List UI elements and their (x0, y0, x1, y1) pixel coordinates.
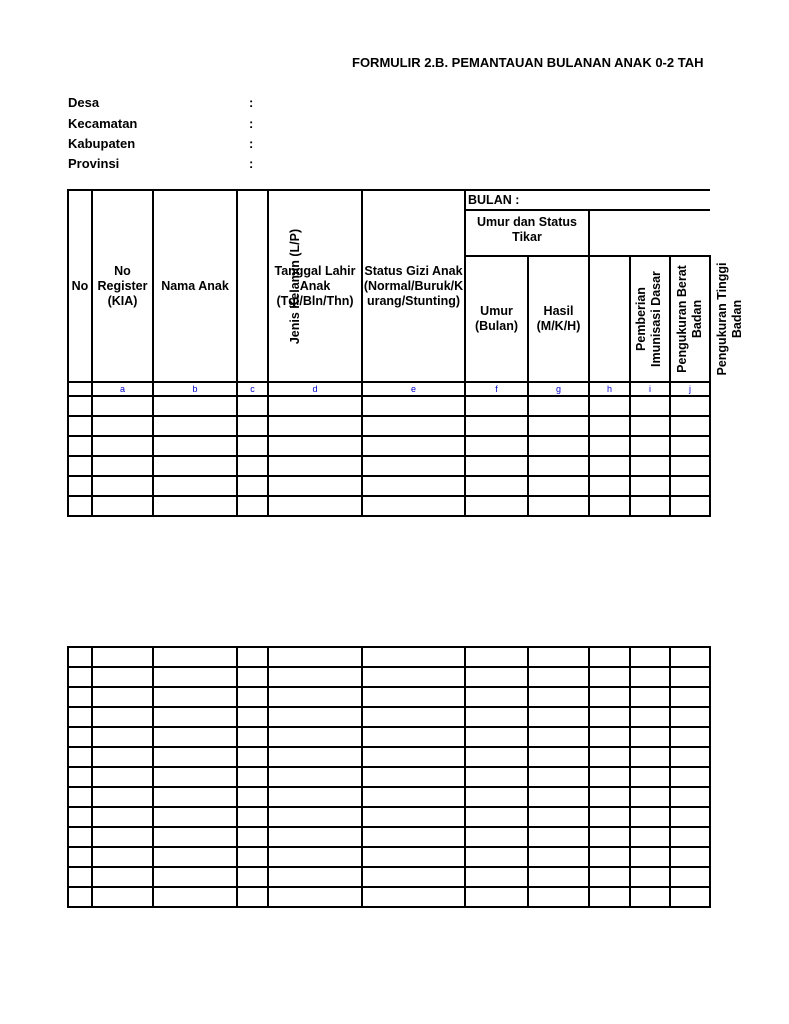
table-cell[interactable] (630, 887, 670, 907)
table-cell[interactable] (153, 747, 237, 767)
table-cell[interactable] (362, 496, 465, 516)
table-cell[interactable] (362, 667, 465, 687)
table-cell[interactable] (237, 767, 268, 787)
table-cell[interactable] (92, 827, 153, 847)
table-cell[interactable] (670, 396, 710, 416)
table-cell[interactable] (670, 847, 710, 867)
monitoring-table-continued (67, 646, 711, 908)
table-cell[interactable] (153, 887, 237, 907)
table-cell[interactable] (630, 647, 670, 667)
info-label: Provinsi (68, 156, 120, 171)
info-label: Desa (68, 95, 100, 110)
header-pengukuran-tinggi (670, 256, 744, 382)
table-cell[interactable] (92, 727, 153, 747)
info-label: Kabupaten (68, 136, 136, 151)
table-cell[interactable] (268, 847, 362, 867)
table-cell[interactable] (465, 887, 528, 907)
table-cell[interactable] (589, 456, 630, 476)
table-cell[interactable] (630, 867, 670, 887)
table-cell[interactable] (92, 456, 153, 476)
table-cell[interactable] (268, 436, 362, 456)
table-cell[interactable] (528, 827, 589, 847)
table-cell[interactable] (68, 887, 92, 907)
table-cell[interactable] (528, 867, 589, 887)
table-cell[interactable] (589, 807, 630, 827)
table-cell[interactable] (268, 667, 362, 687)
table-cell[interactable] (237, 827, 268, 847)
table-cell[interactable] (68, 807, 92, 827)
table-cell[interactable] (630, 807, 670, 827)
column-letter (68, 382, 92, 396)
table-cell[interactable] (92, 847, 153, 867)
table-cell[interactable] (153, 867, 237, 887)
table-cell[interactable] (68, 827, 92, 847)
table-cell[interactable] (153, 707, 237, 727)
table-cell[interactable] (68, 667, 92, 687)
table-cell[interactable] (630, 416, 670, 436)
table-cell[interactable] (670, 476, 710, 496)
column-letter: f (465, 382, 528, 396)
table-cell[interactable] (670, 787, 710, 807)
table-cell[interactable] (92, 436, 153, 456)
table-row (68, 827, 710, 847)
table-cell[interactable] (670, 667, 710, 687)
table-cell[interactable] (589, 436, 630, 456)
table-cell[interactable] (153, 456, 237, 476)
table-row (68, 456, 710, 476)
table-cell[interactable] (630, 396, 670, 416)
table-cell[interactable] (589, 867, 630, 887)
table-cell[interactable] (465, 867, 528, 887)
table-cell[interactable] (465, 476, 528, 496)
table-cell[interactable] (268, 787, 362, 807)
table-row (68, 476, 710, 496)
table-cell[interactable] (153, 647, 237, 667)
column-letter: b (153, 382, 237, 396)
table-cell[interactable] (92, 496, 153, 516)
header-jenis-kelamin (237, 190, 303, 382)
table-cell[interactable] (630, 827, 670, 847)
table-cell[interactable] (362, 456, 465, 476)
table-cell[interactable] (528, 476, 589, 496)
table-cell[interactable] (465, 416, 528, 436)
table-cell[interactable] (670, 436, 710, 456)
table-cell[interactable] (362, 767, 465, 787)
table-cell[interactable] (68, 727, 92, 747)
table-row (68, 707, 710, 727)
table-cell[interactable] (362, 787, 465, 807)
header-nama-anak: Nama Anak (153, 190, 237, 382)
table-cell[interactable] (153, 767, 237, 787)
table-cell[interactable] (465, 496, 528, 516)
table-cell[interactable] (465, 436, 528, 456)
table-cell[interactable] (268, 767, 362, 787)
table-cell[interactable] (465, 667, 528, 687)
table-cell[interactable] (362, 807, 465, 827)
table-cell[interactable] (92, 767, 153, 787)
info-kabupaten (68, 136, 253, 151)
table-cell[interactable] (465, 807, 528, 827)
header-pengukuran-berat (630, 256, 704, 382)
header-pengukuran-berat-text: Pengukuran Berat Badan (675, 265, 704, 373)
table-cell[interactable] (465, 847, 528, 867)
table-cell[interactable] (528, 727, 589, 747)
table-row (68, 647, 710, 667)
table-cell[interactable] (92, 476, 153, 496)
header-status-gizi: Status Gizi Anak (Normal/Buruk/Kurang/Stunting) (362, 190, 465, 382)
table-cell[interactable] (237, 496, 268, 516)
table-cell[interactable] (362, 827, 465, 847)
table-cell[interactable] (362, 396, 465, 416)
table-cell[interactable] (237, 687, 268, 707)
table-cell[interactable] (362, 847, 465, 867)
table-cell[interactable] (670, 727, 710, 747)
form-title: FORMULIR 2.B. PEMANTAUAN BULANAN ANAK 0-2 TAH (352, 55, 704, 70)
column-letter: j (670, 382, 710, 396)
header-pemberian-imunisasi (589, 256, 663, 382)
table-cell[interactable] (465, 396, 528, 416)
table-cell[interactable] (630, 667, 670, 687)
table-cell[interactable] (465, 687, 528, 707)
table-cell[interactable] (589, 687, 630, 707)
table-cell[interactable] (362, 887, 465, 907)
header-bulan: BULAN : (465, 190, 710, 210)
table-cell[interactable] (528, 767, 589, 787)
table-cell[interactable] (630, 456, 670, 476)
table-cell[interactable] (465, 727, 528, 747)
table-row (68, 847, 710, 867)
table-cell[interactable] (153, 416, 237, 436)
table-cell[interactable] (589, 887, 630, 907)
table-cell[interactable] (589, 787, 630, 807)
table-cell[interactable] (237, 476, 268, 496)
column-letter: g (528, 382, 589, 396)
table-cell[interactable] (670, 867, 710, 887)
table-cell[interactable] (268, 727, 362, 747)
header-no: No (68, 190, 92, 382)
info-colon: : (249, 95, 254, 110)
table-cell[interactable] (268, 687, 362, 707)
column-letter: e (362, 382, 465, 396)
table-cell[interactable] (268, 827, 362, 847)
header-umur-status-tikar: Umur dan Status Tikar (465, 210, 589, 256)
header-pengukuran-tinggi-text: Pengukuran Tinggi Badan (715, 262, 744, 376)
table-cell[interactable] (68, 396, 92, 416)
table-cell[interactable] (465, 647, 528, 667)
table-cell[interactable] (153, 396, 237, 416)
table-cell[interactable] (362, 727, 465, 747)
table-row (68, 687, 710, 707)
table-row (68, 727, 710, 747)
table-cell[interactable] (237, 396, 268, 416)
table-cell[interactable] (68, 476, 92, 496)
table-cell[interactable] (528, 647, 589, 667)
column-letter-row (68, 382, 710, 396)
table-cell[interactable] (153, 807, 237, 827)
table-cell[interactable] (68, 687, 92, 707)
table-cell[interactable] (92, 416, 153, 436)
table-cell[interactable] (465, 456, 528, 476)
table-cell[interactable] (465, 747, 528, 767)
table-cell[interactable] (589, 667, 630, 687)
table-cell[interactable] (153, 787, 237, 807)
column-letter: a (92, 382, 153, 396)
table-cell[interactable] (237, 887, 268, 907)
table-cell[interactable] (670, 456, 710, 476)
table-row (68, 887, 710, 907)
table-cell[interactable] (153, 827, 237, 847)
table-cell[interactable] (68, 707, 92, 727)
table-cell[interactable] (589, 496, 630, 516)
table-cell[interactable] (237, 416, 268, 436)
table-cell[interactable] (237, 787, 268, 807)
table-cell[interactable] (528, 667, 589, 687)
table-cell[interactable] (589, 827, 630, 847)
info-desa (68, 95, 253, 110)
table-cell[interactable] (92, 396, 153, 416)
table-cell[interactable] (670, 416, 710, 436)
table-cell[interactable] (68, 747, 92, 767)
column-letter: h (589, 382, 630, 396)
table-cell[interactable] (92, 647, 153, 667)
table-row (68, 787, 710, 807)
table-cell[interactable] (68, 787, 92, 807)
table-cell[interactable] (630, 496, 670, 516)
table-cell[interactable] (92, 707, 153, 727)
table-cell[interactable] (153, 667, 237, 687)
table-row (68, 416, 710, 436)
table-cell[interactable] (670, 496, 710, 516)
table-cell[interactable] (362, 747, 465, 767)
header-jenis-kelamin-text: Jenis Kelamin (L/P) (288, 228, 303, 344)
table-cell[interactable] (362, 647, 465, 667)
table-cell[interactable] (68, 867, 92, 887)
table-cell[interactable] (237, 456, 268, 476)
header-pemberian-imunisasi-text: Pemberian Imunisasi Dasar (634, 271, 663, 367)
table-cell[interactable] (630, 787, 670, 807)
table-cell[interactable] (362, 687, 465, 707)
table-cell[interactable] (589, 707, 630, 727)
table-cell[interactable] (237, 727, 268, 747)
table-cell[interactable] (92, 747, 153, 767)
table-cell[interactable] (670, 707, 710, 727)
table-cell[interactable] (630, 847, 670, 867)
table-cell[interactable] (362, 707, 465, 727)
table-cell[interactable] (237, 667, 268, 687)
table-cell[interactable] (153, 496, 237, 516)
table-cell[interactable] (589, 396, 630, 416)
table-cell[interactable] (528, 707, 589, 727)
table-row (68, 667, 710, 687)
table-cell[interactable] (528, 496, 589, 516)
table-cell[interactable] (528, 807, 589, 827)
table-cell[interactable] (630, 767, 670, 787)
monitoring-table (67, 189, 744, 517)
table-cell[interactable] (237, 707, 268, 727)
table-cell[interactable] (68, 847, 92, 867)
table-cell[interactable] (589, 847, 630, 867)
table-cell[interactable] (465, 767, 528, 787)
table-row (68, 867, 710, 887)
table-cell[interactable] (268, 647, 362, 667)
table-cell[interactable] (589, 647, 630, 667)
table-cell[interactable] (268, 456, 362, 476)
table-cell[interactable] (670, 647, 710, 667)
table-cell[interactable] (670, 747, 710, 767)
table-cell[interactable] (670, 827, 710, 847)
header-blank-group (589, 210, 710, 256)
table-cell[interactable] (528, 847, 589, 867)
header-umur: Umur (Bulan) (465, 256, 528, 382)
table-cell[interactable] (92, 667, 153, 687)
table-cell[interactable] (528, 396, 589, 416)
table-cell[interactable] (630, 687, 670, 707)
info-colon: : (249, 156, 254, 171)
table-cell[interactable] (268, 396, 362, 416)
table-cell[interactable] (92, 807, 153, 827)
table-cell[interactable] (153, 476, 237, 496)
info-label: Kecamatan (68, 116, 138, 131)
table-cell[interactable] (465, 707, 528, 727)
table-cell[interactable] (465, 787, 528, 807)
table-cell[interactable] (528, 456, 589, 476)
table-cell[interactable] (268, 887, 362, 907)
table-cell[interactable] (630, 707, 670, 727)
table-cell[interactable] (528, 747, 589, 767)
table-cell[interactable] (528, 416, 589, 436)
table-row (68, 496, 710, 516)
table-cell[interactable] (528, 887, 589, 907)
header-hasil: Hasil (M/K/H) (528, 256, 589, 382)
table-cell[interactable] (153, 436, 237, 456)
table-cell[interactable] (268, 416, 362, 436)
table-cell[interactable] (268, 747, 362, 767)
column-letter: i (630, 382, 670, 396)
table-cell[interactable] (528, 436, 589, 456)
table-cell[interactable] (528, 787, 589, 807)
table-cell[interactable] (362, 416, 465, 436)
table-row (68, 807, 710, 827)
table-cell[interactable] (92, 687, 153, 707)
table-cell[interactable] (68, 456, 92, 476)
table-cell[interactable] (237, 867, 268, 887)
table-cell[interactable] (630, 436, 670, 456)
header-no-register: No Register (KIA) (92, 190, 153, 382)
table-cell[interactable] (92, 787, 153, 807)
table-cell[interactable] (268, 476, 362, 496)
table-cell[interactable] (670, 767, 710, 787)
table-cell[interactable] (153, 727, 237, 747)
table-cell[interactable] (589, 767, 630, 787)
table-cell[interactable] (68, 416, 92, 436)
table-cell[interactable] (589, 747, 630, 767)
table-row (68, 436, 710, 456)
info-kecamatan (68, 116, 253, 131)
table-cell[interactable] (237, 747, 268, 767)
table-cell[interactable] (153, 687, 237, 707)
table-cell[interactable] (670, 687, 710, 707)
table-cell[interactable] (362, 867, 465, 887)
column-letter: c (237, 382, 268, 396)
table-cell[interactable] (465, 827, 528, 847)
table-cell[interactable] (68, 767, 92, 787)
table-cell[interactable] (68, 496, 92, 516)
header-tanggal-lahir: Tanggal Lahir Anak (Tgl/Bln/Thn) (268, 190, 362, 382)
table-cell[interactable] (630, 747, 670, 767)
table-cell[interactable] (268, 867, 362, 887)
table-cell[interactable] (670, 807, 710, 827)
table-cell[interactable] (268, 807, 362, 827)
table-cell[interactable] (237, 807, 268, 827)
table-cell[interactable] (630, 476, 670, 496)
table-cell[interactable] (237, 647, 268, 667)
table-cell[interactable] (268, 496, 362, 516)
table-row (68, 396, 710, 416)
table-row (68, 747, 710, 767)
info-provinsi (68, 156, 253, 171)
table-cell[interactable] (237, 436, 268, 456)
column-letter: d (268, 382, 362, 396)
table-cell[interactable] (670, 887, 710, 907)
table-cell[interactable] (362, 476, 465, 496)
table-cell[interactable] (68, 647, 92, 667)
table-cell[interactable] (92, 887, 153, 907)
table-cell[interactable] (237, 847, 268, 867)
table-row (68, 767, 710, 787)
table-cell[interactable] (589, 727, 630, 747)
table-cell[interactable] (68, 436, 92, 456)
info-colon: : (249, 136, 254, 151)
table-cell[interactable] (589, 416, 630, 436)
table-cell[interactable] (153, 847, 237, 867)
table-cell[interactable] (362, 436, 465, 456)
table-cell[interactable] (268, 707, 362, 727)
info-colon: : (249, 116, 254, 131)
table-cell[interactable] (630, 727, 670, 747)
table-cell[interactable] (92, 867, 153, 887)
table-cell[interactable] (528, 687, 589, 707)
table-cell[interactable] (589, 476, 630, 496)
